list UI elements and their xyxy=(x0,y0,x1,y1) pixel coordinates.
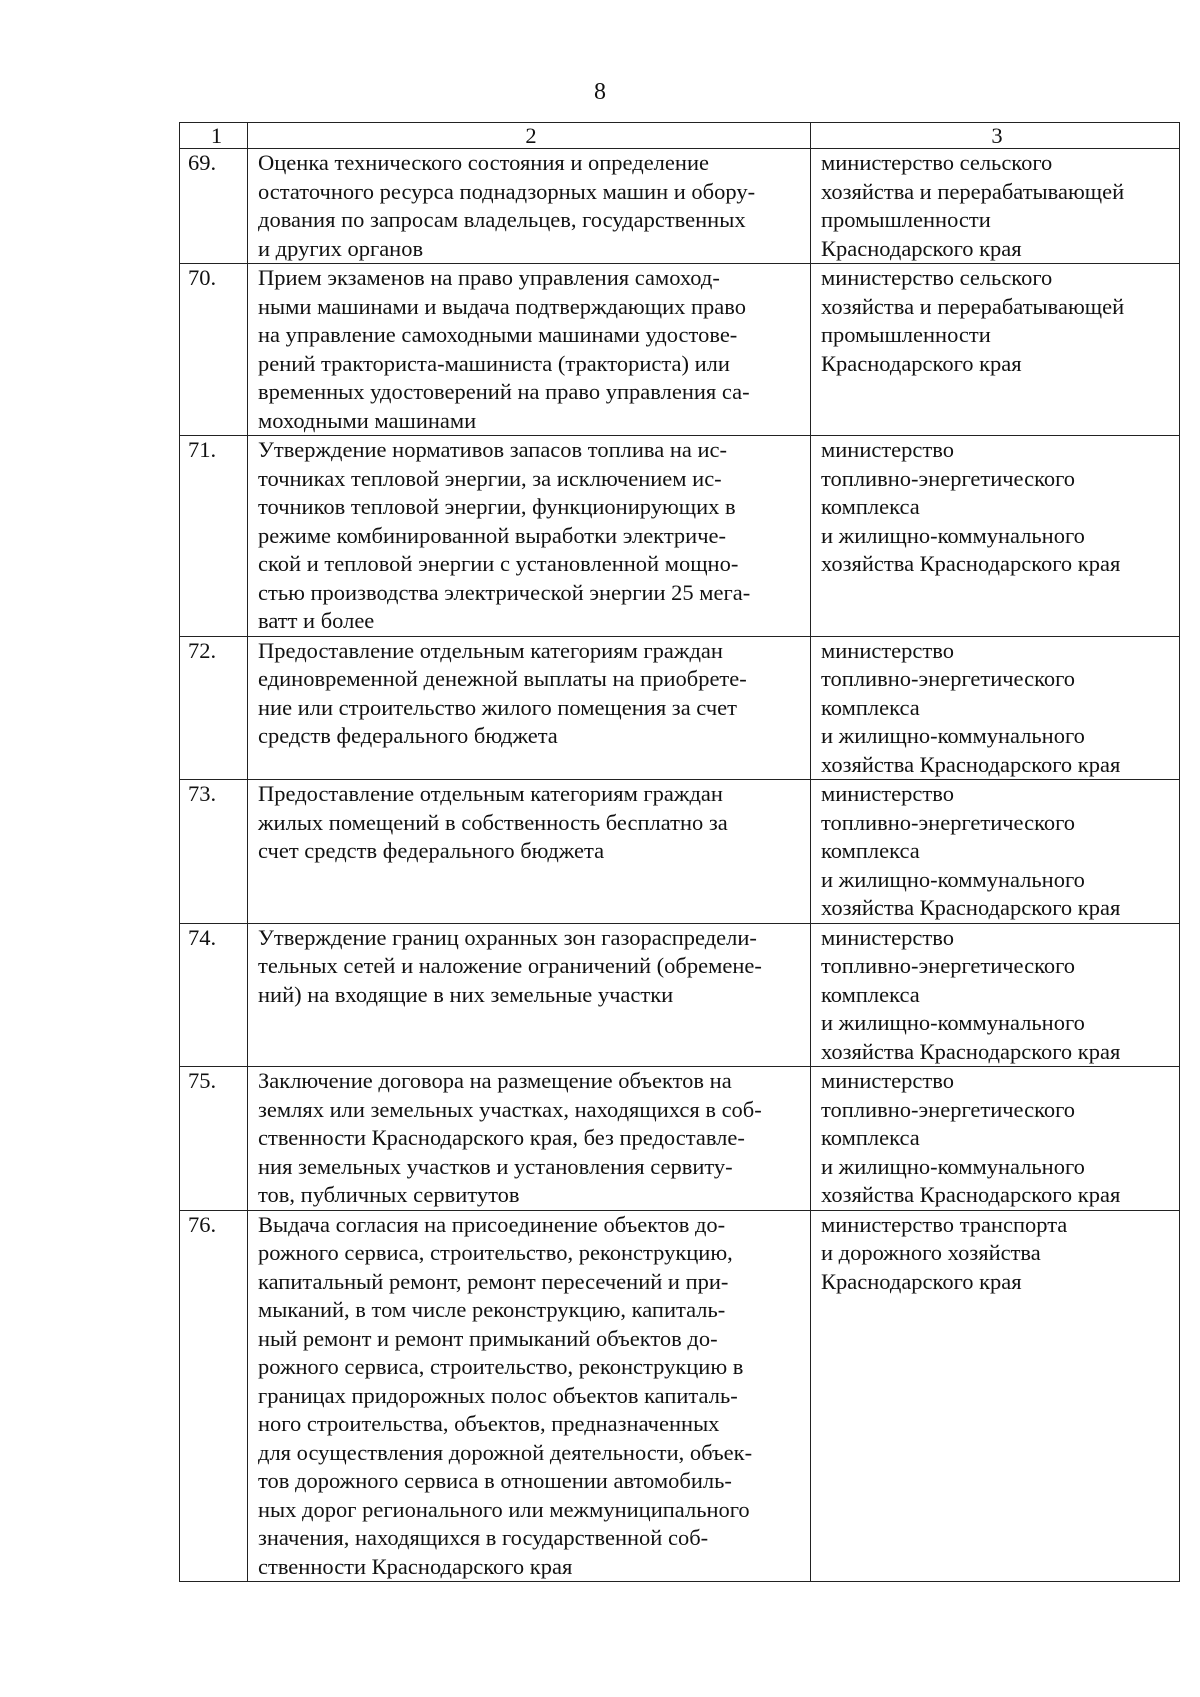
table-header-row xyxy=(180,123,1180,149)
column-header-2: 2 xyxy=(248,123,811,149)
row-number: 73. xyxy=(180,780,248,924)
services-table xyxy=(179,122,1180,1582)
row-authority: министерство топливно-энергетического комплекса и жилищно-коммунального хозяйства Краснодарского края xyxy=(811,436,1180,637)
row-authority: министерство сельского хозяйства и перерабатывающей промышленности Краснодарского края xyxy=(811,149,1180,264)
row-authority: министерство сельского хозяйства и перерабатывающей промышленности Краснодарского края xyxy=(811,264,1180,436)
table-row xyxy=(180,923,1180,1067)
row-authority: министерство топливно-энергетического комплекса и жилищно-коммунального хозяйства Краснодарского края xyxy=(811,636,1180,780)
row-description: Заключение договора на размещение объектов на землях или земельных участках, находящихся в соб- ственности Краснодарского края, без предоставле- ния земельных участков и установления сервиту- тов, публичных сервитутов xyxy=(248,1067,811,1211)
table-row xyxy=(180,1067,1180,1211)
row-description: Оценка технического состояния и определение остаточного ресурса поднадзорных машин и обору- дования по запросам владельцев, государственных и других органов xyxy=(248,149,811,264)
page-number: 8 xyxy=(594,79,606,105)
table-row xyxy=(180,636,1180,780)
column-header-3: 3 xyxy=(811,123,1180,149)
row-authority: министерство топливно-энергетического комплекса и жилищно-коммунального хозяйства Краснодарского края xyxy=(811,1067,1180,1211)
row-number: 72. xyxy=(180,636,248,780)
row-number: 70. xyxy=(180,264,248,436)
row-authority: министерство топливно-энергетического комплекса и жилищно-коммунального хозяйства Краснодарского края xyxy=(811,923,1180,1067)
row-description: Утверждение границ охранных зон газораспредели- тельных сетей и наложение ограничений (обремене- ний) на входящие в них земельные участки xyxy=(248,923,811,1067)
row-number: 69. xyxy=(180,149,248,264)
row-description: Выдача согласия на присоединение объектов до- рожного сервиса, строительство, реконструкцию, капитальный ремонт, ремонт пересечений и при- мыканий, в том числе реконструкцию, капиталь- ный ремонт и ремонт примыканий объектов до- рожного сервиса, строительство, реконструкцию в границах придорожных полос объектов капиталь- ного строительства, объектов, предназначенных для осуществления дорожной деятельности, объек- тов дорожного сервиса в отношении автомобиль- ных дорог регионального или межмуниципального значения, находящихся в государственной соб- ственности Краснодарского края xyxy=(248,1210,811,1582)
row-number: 74. xyxy=(180,923,248,1067)
table-row xyxy=(180,1210,1180,1582)
table-row xyxy=(180,264,1180,436)
table-row xyxy=(180,780,1180,924)
row-description: Предоставление отдельным категориям граждан жилых помещений в собственность бесплатно за счет средств федерального бюджета xyxy=(248,780,811,924)
row-authority: министерство топливно-энергетического комплекса и жилищно-коммунального хозяйства Краснодарского края xyxy=(811,780,1180,924)
column-header-1: 1 xyxy=(180,123,248,149)
row-description: Предоставление отдельным категориям граждан единовременной денежной выплаты на приобрете- ние или строительство жилого помещения за счет средств федерального бюджета xyxy=(248,636,811,780)
row-number: 71. xyxy=(180,436,248,637)
row-description: Прием экзаменов на право управления самоход- ными машинами и выдача подтверждающих право на управление самоходными машинами удостове- рений тракториста-машиниста (тракториста) или временных удостоверений на право управления са- моходными машинами xyxy=(248,264,811,436)
row-number: 76. xyxy=(180,1210,248,1582)
table-row xyxy=(180,149,1180,264)
row-description: Утверждение нормативов запасов топлива на ис- точниках тепловой энергии, за исключением ис- точников тепловой энергии, функционирующих в режиме комбинированной выработки электриче- ской и тепловой энергии с установленной мощно- стью производства электрической энергии 25 мега- ватт и более xyxy=(248,436,811,637)
row-authority: министерство транспорта и дорожного хозяйства Краснодарского края xyxy=(811,1210,1180,1582)
table-row xyxy=(180,436,1180,637)
row-number: 75. xyxy=(180,1067,248,1211)
